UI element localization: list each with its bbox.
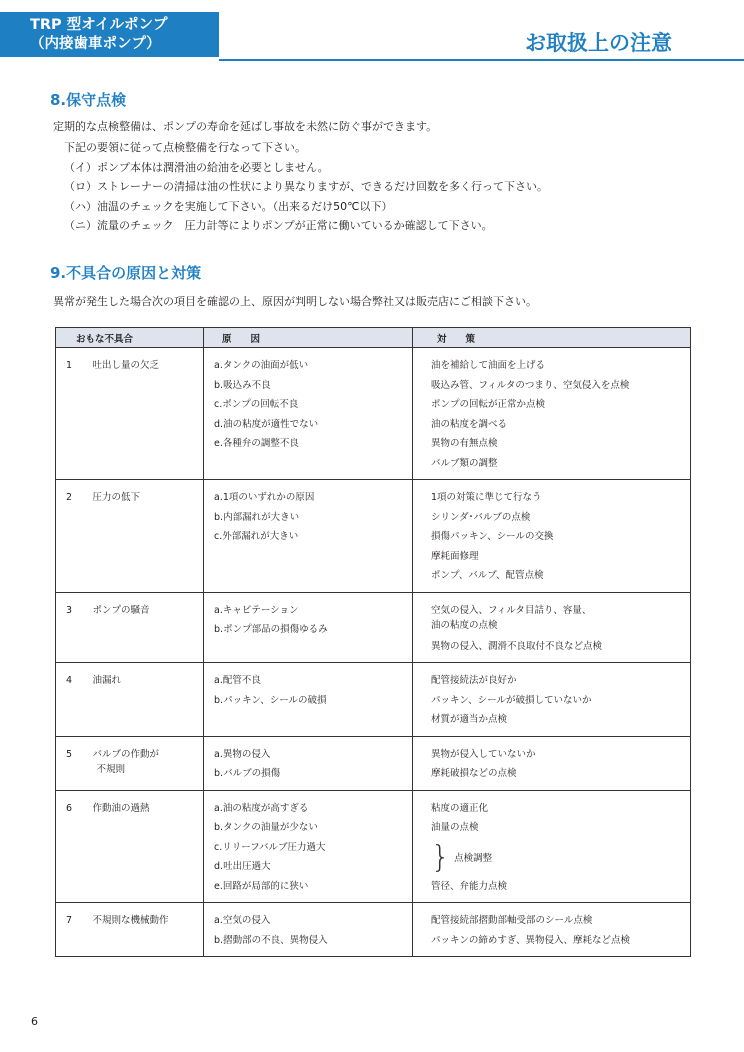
cause: a.配管不良 [214,675,261,686]
cause: b.内部漏れが大きい [214,511,300,523]
cause: e.回路が局部的に狭い [214,880,309,892]
column-header-symptom: おもな不具合 [56,328,204,348]
action: バルブ類の調整 [431,457,498,469]
maintenance-lead: 下記の要領に従って点検整備を行なって下さい。 [64,141,306,154]
action: 吸込み管、フィルタのつまり、空気侵入を点検 [431,379,630,391]
cause: b.摺動部の不良、異物侵入 [214,934,328,946]
brace-icon: } [431,839,451,875]
action: パッキン、シールが破損していないか [431,694,592,706]
action: 配管接続法が良好か [431,675,517,686]
maintenance-list [64,138,548,236]
table-header-row [56,328,691,348]
action: 管径、弁能力点検 [431,880,508,892]
action: 油の粘度の点検 [431,619,498,631]
table-row [56,903,691,957]
action: 材質が適当か点検 [431,714,508,725]
symptom: 不規則 [96,763,126,775]
row-number: 5 [66,748,73,760]
action: ポンプの回転が正常か点検 [431,399,546,410]
cause: b.ポンプ部品の損傷ゆるみ [214,624,328,635]
cause: a.異物の侵入 [214,748,271,760]
table-row [56,348,691,480]
cause: a.油の粘度が高すぎる [214,802,309,814]
table-row [56,663,691,737]
symptom: 不規則な機械動作 [92,915,169,926]
page-title: お取扱上の注意 [525,31,672,55]
cause: d.吐出圧過大 [214,861,271,872]
cause: b.タンクの油量が少ない [214,822,318,833]
action: 油の粘度を調べる [431,418,508,430]
cause: a.1項のいずれかの原因 [214,492,315,503]
cause: c.リリーフバルブ圧力過大 [214,841,326,853]
table-row [56,736,691,790]
product-header [0,12,219,57]
row-number: 3 [66,604,73,616]
table-row [56,592,691,663]
row-number: 1 [66,360,73,371]
maintenance-item: （ニ）流量のチェック 圧力計等によりポンプが正常に働いているか確認して下さい。 [64,219,493,232]
symptom: ポンプの騒音 [92,604,150,616]
page-number: 6 [31,1015,38,1028]
product-name: TRP 型オイルポンプ [30,17,168,33]
row-number: 6 [66,802,73,814]
row-number: 2 [66,492,73,503]
header-rule [219,59,744,61]
column-header-action: 対 策 [413,328,691,348]
section-9-intro: 異常が発生した場合次の項目を確認の上、原因が判明しない場合弊社又は販売店にご相談下さい。 [53,295,537,308]
cause: b.バルブの損傷 [214,768,281,779]
action: 配管接続部摺動部軸受部のシール点検 [431,915,593,926]
action: パッキンの締めすぎ、異物侵入、摩耗など点検 [431,934,631,946]
action: 異物の有無点検 [431,438,498,449]
maintenance-item: （ハ）油温のチェックを実施して下さい。（出来るだけ50℃以下） [64,199,393,213]
action: 点検調整 [454,853,493,864]
action: 油量の点検 [431,822,479,833]
symptom: 油漏れ [92,675,122,686]
action: 摩耗面修理 [431,550,479,562]
symptom: バルブの作動が [92,748,160,760]
cause: b.パッキン、シールの破損 [214,694,327,706]
brace-group [431,838,690,877]
column-header-cause: 原 因 [204,328,413,348]
action: 空気の侵入、フィルタ目詰り、容量、 [431,604,592,616]
action: 粘度の適正化 [431,802,489,814]
cause: a.キャビテーション [214,604,299,616]
maintenance-item: （ロ）ストレーナーの清掃は油の性状により異なりますが、できるだけ回数を多く行って下さい。 [64,180,548,193]
action: 損傷パッキン、シールの交換 [431,531,554,542]
section-8-intro: 定期的な点検整備は、ポンプの寿命を延ばし事故を未然に防ぐ事ができます。 [53,120,438,133]
symptom: 吐出し量の欠乏 [92,360,160,371]
cause: b.吸込み不良 [214,379,271,391]
cause: a.タンクの油面が低い [214,360,309,371]
cause: c.ポンプの回転不良 [214,399,299,410]
cause: c.外部漏れが大きい [214,531,299,542]
action: 異物の侵入、潤滑不良取付不良など点検 [431,640,603,652]
troubleshooting-table [55,327,691,957]
row-number: 4 [66,675,73,686]
action: シリンダ･バルブの点検 [431,511,531,523]
action: 1項の対策に準じて行なう [431,492,542,503]
product-subtitle: （内接歯車ポンプ） [30,36,161,52]
table-row [56,790,691,903]
action: 摩耗破損などの点検 [431,768,517,779]
cause: a.空気の侵入 [214,915,271,926]
cause: d.油の粘度が適性でない [214,418,319,430]
row-number: 7 [66,915,73,926]
action: 異物が侵入していないか [431,748,536,760]
symptom: 圧力の低下 [92,492,141,503]
cause: e.各種弁の調整不良 [214,438,299,449]
section-8-title: 8.保守点検 [50,91,127,109]
symptom: 作動油の過熱 [92,802,150,814]
action: ポンプ、バルブ、配管点検 [431,570,544,581]
action: 油を補給して油面を上げる [431,360,546,371]
section-9-title: 9.不具合の原因と対策 [50,264,202,282]
table-row [56,480,691,593]
maintenance-item: （イ）ポンプ本体は潤滑油の給油を必要としません。 [64,160,329,174]
